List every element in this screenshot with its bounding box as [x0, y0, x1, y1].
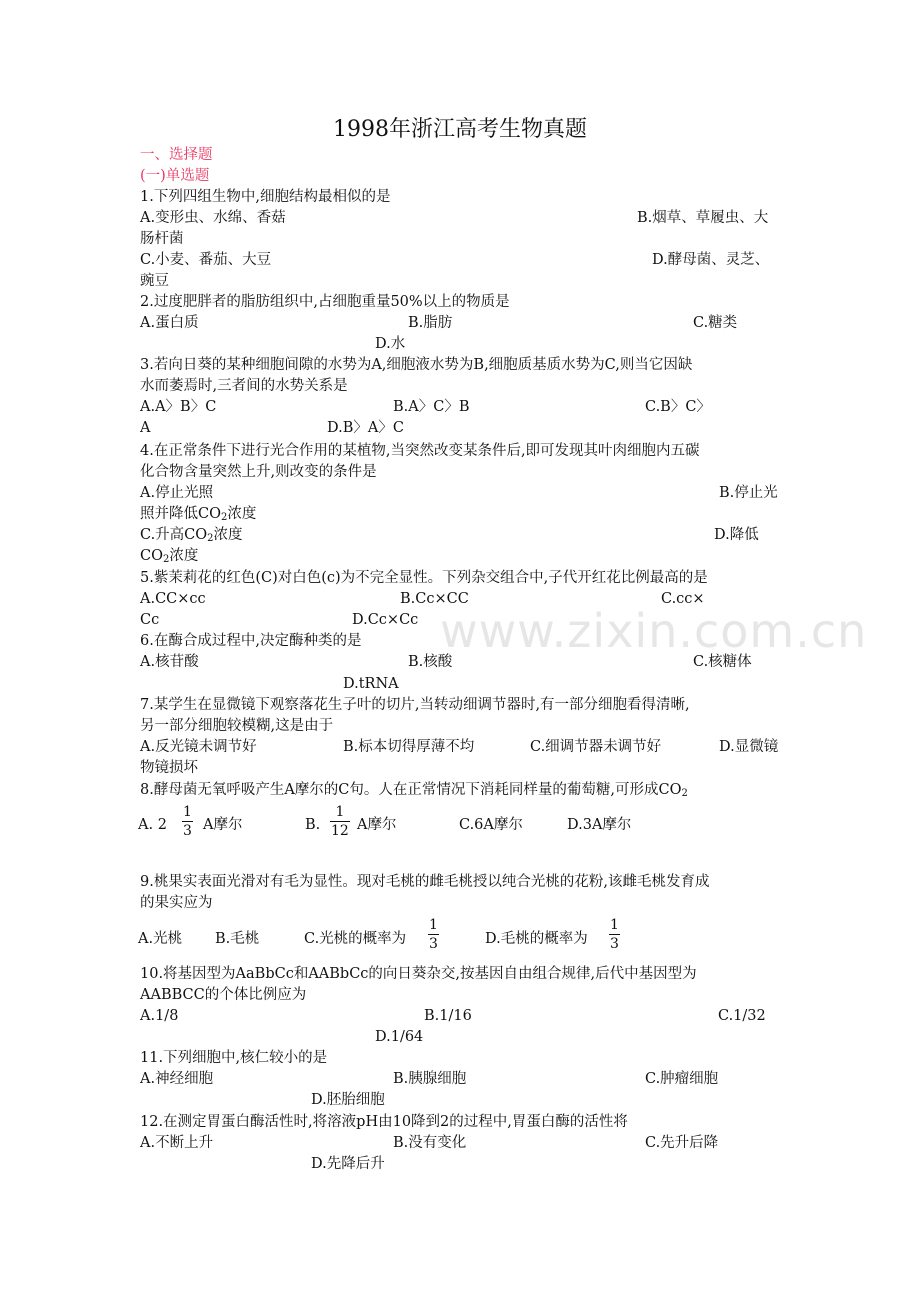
q6-option-a: A.核苷酸 [140, 654, 199, 670]
q4-option-d-cont: $CO_2$浓度 [140, 548, 199, 565]
q9-option-c-prefix: C.光桃的概率为 [304, 931, 407, 947]
q4-option-b: B.停止光 [719, 485, 778, 501]
q3-option-b: B.A〉C〉B [393, 399, 470, 415]
q2-option-d: D.水 [375, 336, 406, 352]
q11-option-d: D.胚胎细胞 [311, 1092, 385, 1108]
q8-option-b-fraction: 1 12 [331, 804, 349, 839]
q2-option-a: A.蛋白质 [140, 315, 199, 331]
q12-option-b: B.没有变化 [393, 1135, 467, 1151]
q10-option-d: D.1/64 [375, 1029, 424, 1045]
q3-option-d: D.B〉A〉C [327, 420, 404, 436]
section-heading: 一、选择题 [140, 147, 213, 163]
question-11-stem: 11.下列细胞中,核仁较小的是 [140, 1050, 328, 1066]
q12-option-d: D.先降后升 [311, 1156, 385, 1172]
q7-option-d: D.显微镜 [719, 739, 779, 755]
question-5-stem: 5.紫茉莉花的红色(C)对白色(c)为不完全显性。下列杂交组合中,子代开红花比例最高的是 [140, 570, 708, 586]
q1-option-a: A.变形虫、水绵、香菇 [140, 210, 286, 226]
question-10-stem-cont: AABBCC的个体比例应为 [140, 987, 307, 1003]
question-7-stem: 7.某学生在显微镜下观察落花生子叶的切片,当转动细调节器时,有一部分细胞看得清晰, [140, 697, 690, 713]
q5-option-a: A.CC×cc [140, 591, 206, 607]
q7-option-d-cont: 物镜损坏 [140, 760, 198, 776]
q11-option-a: A.神经细胞 [140, 1071, 214, 1087]
q9-option-c-fraction: 1 3 [429, 917, 438, 952]
q6-option-c: C.核糖体 [693, 654, 752, 670]
q9-option-d-fraction: 1 3 [610, 917, 619, 952]
q4-option-d: D.降低 [714, 527, 759, 543]
q1-option-b: B.烟草、草履虫、大 [637, 210, 769, 226]
q7-option-c: C.细调节器未调节好 [530, 739, 662, 755]
q11-option-c: C.肿瘤细胞 [645, 1071, 719, 1087]
q4-option-a: A.停止光照 [140, 485, 214, 501]
q2-option-c: C.糖类 [693, 315, 738, 331]
q1-option-d: D.酵母菌、灵芝、 [652, 252, 770, 268]
question-4-stem: 4.在正常条件下进行光合作用的某植物,当突然改变某条件后,即可发现其叶肉细胞内五碳 [140, 443, 700, 459]
q9-option-a: A.光桃 [138, 931, 183, 947]
q4-option-b-cont: 照并降低$CO_2$浓度 [140, 506, 257, 523]
question-2-stem: 2.过度肥胖者的脂肪组织中,占细胞重量50%以上的物质是 [140, 294, 510, 310]
question-9-stem-cont: 的果实应为 [140, 895, 213, 911]
question-6-stem: 6.在酶合成过程中,决定酶种类的是 [140, 633, 362, 649]
q8-option-a-unit: A摩尔 [203, 817, 243, 833]
q8-option-a-fraction: 1 3 [183, 804, 192, 839]
question-1-stem: 1.下列四组生物中,细胞结构最相似的是 [140, 189, 391, 205]
q1-option-c: C.小麦、番茄、大豆 [140, 252, 272, 268]
q10-option-b: B.1/16 [424, 1008, 472, 1024]
q1-option-b-cont: 肠杆菌 [140, 231, 184, 247]
q5-option-d: D.Cc×Cc [352, 612, 419, 628]
q8-option-c: C.6A摩尔 [459, 817, 523, 833]
q8-option-d: D.3A摩尔 [567, 817, 632, 833]
q5-option-c-cont: Cc [140, 612, 160, 628]
q11-option-b: B.胰腺细胞 [393, 1071, 467, 1087]
q5-option-c: C.cc× [661, 591, 705, 607]
q3-option-a: A.A〉B〉C [140, 399, 217, 415]
q9-option-d-prefix: D.毛桃的概率为 [485, 931, 588, 947]
question-8-stem: 8.酵母菌无氧呼吸产生A摩尔的C句。人在正常情况下消耗同样量的葡萄糖,可形成$CO_2$ [140, 782, 688, 799]
q7-option-b: B.标本切得厚薄不均 [343, 739, 475, 755]
watermark: www.zixin.com.cn [440, 604, 868, 658]
q8-option-b-unit: A摩尔 [357, 817, 397, 833]
question-7-stem-cont: 另一部分细胞较模糊,这是由于 [140, 718, 334, 734]
q3-option-c-cont: A [140, 420, 151, 436]
q2-option-b: B.脂肪 [408, 315, 453, 331]
q6-option-d: D.tRNA [343, 676, 399, 692]
question-9-stem: 9.桃果实表面光滑对有毛为显性。现对毛桃的雌毛桃授以纯合光桃的花粉,该雌毛桃发育成 [140, 874, 710, 890]
question-3-stem: 3.若向日葵的某种细胞间隙的水势为A,细胞液水势为B,细胞质基质水势为C,则当它因缺 [140, 357, 693, 373]
page-title: 1998年浙江高考生物真题 [333, 117, 587, 142]
q12-option-c: C.先升后降 [645, 1135, 719, 1151]
question-12-stem: 12.在测定胃蛋白酶活性时,将溶液pH由10降到2的过程中,胃蛋白酶的活性将 [140, 1114, 628, 1130]
q8-option-a-prefix: A. 2 [138, 817, 167, 833]
q1-option-d-cont: 豌豆 [140, 273, 169, 289]
q12-option-a: A.不断上升 [140, 1135, 214, 1151]
q6-option-b: B.核酸 [408, 654, 453, 670]
question-4-stem-cont: 化合物含量突然上升,则改变的条件是 [140, 464, 377, 480]
question-3-stem-cont: 水而萎焉时,三者间的水势关系是 [140, 378, 348, 394]
q10-option-c: C.1/32 [718, 1008, 766, 1024]
question-10-stem: 10.将基因型为AaBbCc和AABbCc的向日葵杂交,按基因自由组合规律,后代中基因型为 [140, 966, 697, 982]
q8-option-b-prefix: B. [305, 817, 321, 833]
subsection-heading: (一)单选题 [140, 168, 210, 184]
q5-option-b: B.Cc×CC [400, 591, 469, 607]
q10-option-a: A.1/8 [140, 1008, 179, 1024]
q3-option-c: C.B〉C〉 [645, 399, 711, 415]
q4-option-c: C.升高$CO_2$浓度 [140, 527, 243, 544]
q9-option-b: B.毛桃 [215, 931, 260, 947]
q7-option-a: A.反光镜未调节好 [140, 739, 257, 755]
